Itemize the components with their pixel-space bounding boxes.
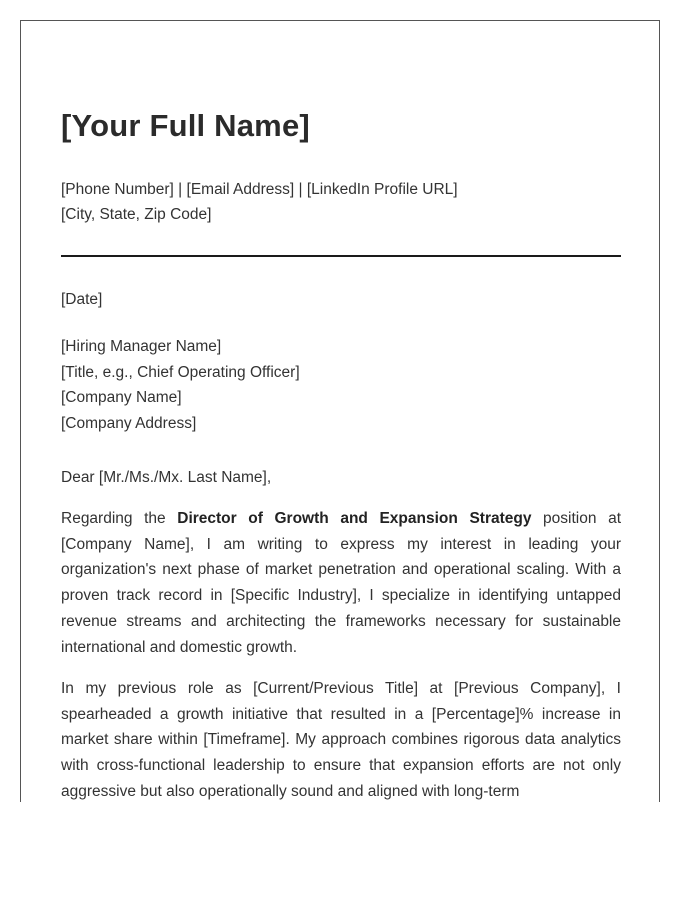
salutation: Dear [Mr./Ms./Mx. Last Name],: [61, 469, 272, 486]
body-paragraph-2: In my previous role as [Current/Previous Title] at [Previous Company], I spearheaded a growth initiative that resulted in a [Percentage]% increase in market share within [Timeframe]. My approach combines rigorous data analytics with cross-functional leadership to ensure that expansion efforts are not only aggressive but also operationally sound and aligned with long-term: [61, 680, 621, 800]
header-divider: [61, 255, 621, 257]
recipient-company-name: [Company Name]: [61, 389, 182, 407]
paragraph-1-lead: Regarding the: [61, 510, 178, 527]
paragraph-1-role-title: Director of Growth and Expansion Strategy: [177, 510, 532, 527]
letter-date: [Date]: [61, 291, 103, 308]
recipient-title: [Title, e.g., Chief Operating Officer]: [61, 363, 300, 381]
contact-block: [61, 177, 458, 227]
contact-line-phone-email-linkedin: [Phone Number] | [Email Address] | [LinkedIn Profile URL]: [61, 181, 458, 198]
letter-page: [20, 20, 660, 802]
recipient-company-address: [Company Address]: [61, 415, 197, 433]
recipient-block: [61, 334, 300, 437]
paragraph-1-rest: position at [Company Name], I am writing to express my interest in leading your organization's next phase of market penetration and operational scaling. With a proven track record in [Specific Industry], I specialize in identifying untapped revenue streams and architecting the frameworks necessary for sustainable international and domestic growth.: [61, 510, 621, 656]
full-name-heading: [Your Full Name]: [61, 108, 310, 143]
contact-line-location: [City, State, Zip Code]: [61, 206, 212, 223]
body-paragraph-1: [61, 506, 621, 660]
recipient-manager-name: [Hiring Manager Name]: [61, 338, 222, 355]
